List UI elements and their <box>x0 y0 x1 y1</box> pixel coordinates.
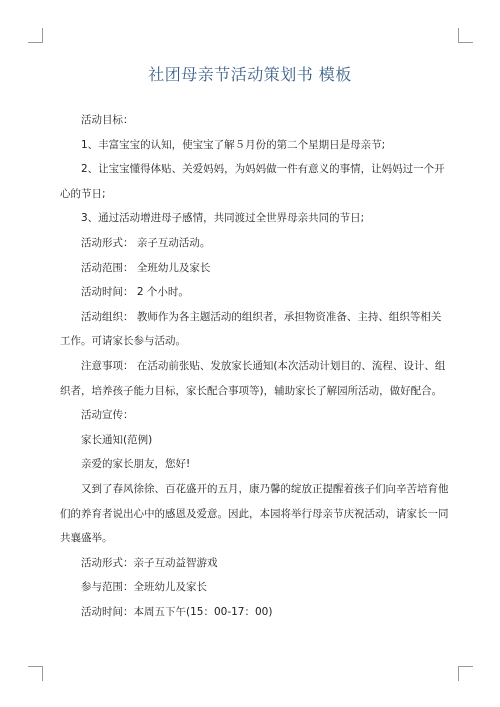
crop-mark-top-left <box>28 28 43 43</box>
paragraph-goals-heading: 活动目标： <box>81 114 134 126</box>
paragraph-notice-body: 又到了春风徐徐、百花盛开的五月，康乃馨的绽放正提醒着孩子们向辛苦培育他们的养育者说出心中的感恩及爱意。因此，本园将举行母亲节庆祝活动，请家长一同共襄盛举。 <box>60 482 449 545</box>
paragraph-publicity-heading: 活动宣传： <box>81 409 134 422</box>
paragraph-goal-3: 3、通过活动增进母子感情，共同渡过全世界母亲共同的节日; <box>81 212 365 225</box>
crop-mark-bottom-left <box>28 666 43 681</box>
paragraph-activity-form: 活动形式： 亲子互动活动。 <box>81 236 211 249</box>
paragraph-goal-2: 2、让宝宝懂得体贴、关爱妈妈，为妈妈做一件有意义的事情，让妈妈过一个开心的节日; <box>60 163 445 200</box>
paragraph-notice-scope: 参与范围：全班幼儿及家长 <box>81 581 207 594</box>
paragraph-notes: 注意事项： 在活动前张贴、发放家长通知(本次活动计划目的、流程、设计、组织者，培养孩子能力目标，家长配合事项等)，辅助家长了解园所活动，做好配合。 <box>60 359 446 397</box>
paragraph-activity-organization: 活动组织： 教师作为各主题活动的组织者，承担物资准备、主持、组织等相关工作。可请家长参与活动。 <box>60 310 442 348</box>
paragraph-notice-time: 活动时间：本周五下午(15：00-17：00) <box>81 605 273 618</box>
crop-mark-bottom-right <box>458 666 473 681</box>
paragraph-activity-time: 活动时间： 2 个小时。 <box>81 286 189 299</box>
document-body <box>60 108 450 624</box>
paragraph-notice-title: 家长通知(范例) <box>81 433 153 446</box>
paragraph-greeting: 亲爱的家长朋友，您好! <box>81 458 191 471</box>
paragraph-goal-1: 1、丰富宝宝的认知，使宝宝了解５月份的第二个星期日是母亲节; <box>81 138 386 151</box>
paragraph-notice-form: 活动形式：亲子互动益智游戏 <box>81 556 218 569</box>
crop-mark-top-right <box>458 28 473 43</box>
document-title: 社团母亲节活动策划书 模板 <box>148 65 352 84</box>
paragraph-activity-scope: 活动范围： 全班幼儿及家长 <box>81 261 211 274</box>
